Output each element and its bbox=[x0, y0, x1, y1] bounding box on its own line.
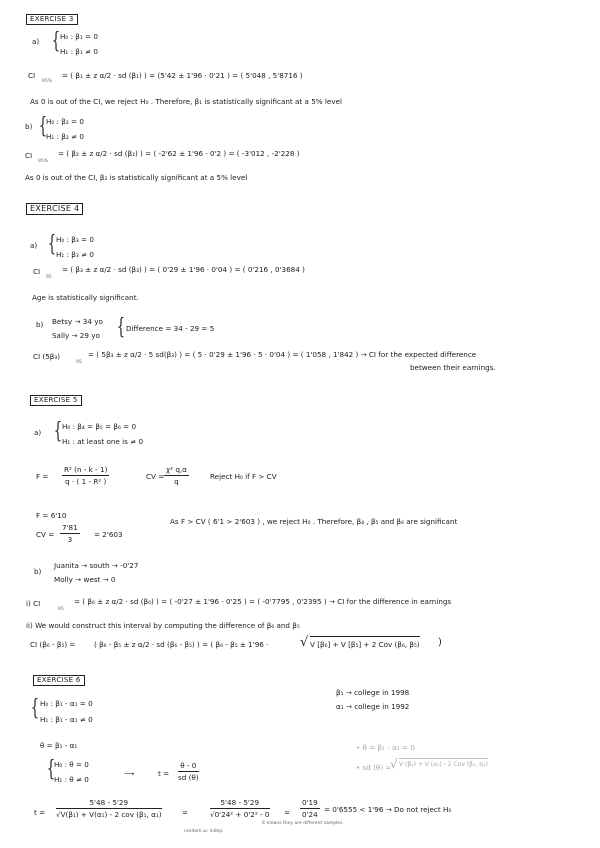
ex6-h0: H₀ : β₁ - α₁ = 0 bbox=[40, 699, 93, 708]
ex5-cv-lhs: CV = bbox=[146, 472, 165, 481]
ex5-conclusion: As F > CV ( 6'1 > 2'603 ) , we reject H₀ . Therefore, β₄ , β₅ and β₆ are significant bbox=[170, 517, 458, 526]
ex5-f-fraction bbox=[62, 466, 109, 485]
ex3-b-conclusion: As 0 is out of the CI, β₂ is statistically significant at a 5% level bbox=[25, 173, 248, 182]
exercise-4-title: EXERCISE 4 bbox=[26, 203, 83, 215]
ex6-side-2: • sd (θ) = bbox=[356, 763, 392, 772]
ex6-t-mid-denominator: √0'24² + 0'2² - 0 bbox=[210, 810, 270, 820]
ex6-h0b: H₀ : θ = 0 bbox=[54, 760, 89, 769]
ex5-bii-text: ii) We would construct this interval by computing the difference of β₆ and β₅ bbox=[26, 621, 300, 630]
equals-icon: = bbox=[182, 808, 189, 817]
sqrt-icon: √ bbox=[300, 635, 309, 650]
ex3-a-ci-lhs: CI bbox=[28, 71, 36, 80]
ex6-t-fraction-3 bbox=[210, 799, 270, 818]
ex4-b-ci-sub: 95 bbox=[76, 360, 82, 365]
ex5-bii-ci: ( β₆ - β₅ ± z α/2 · sd (β₆ - β₅) ) = ( β₆ - β₅ ± 1'96 · bbox=[94, 640, 269, 649]
ex3-b-ci-lhs: CI bbox=[25, 151, 33, 160]
ex6-t-denominator-2: √V(β₁) + V(α₁) - 2 cov (β₁, α₁) bbox=[56, 810, 162, 820]
ex6-t-lhs-2: t = bbox=[34, 808, 46, 817]
sqrt-icon: √ bbox=[390, 757, 398, 771]
ex5-a-h0: H₀ : β₄ = β₅ = β₆ = 0 bbox=[62, 422, 137, 431]
brace-icon: { bbox=[30, 696, 40, 721]
ex4-a-ci-lhs: CI bbox=[33, 267, 41, 276]
brace-icon: { bbox=[116, 315, 126, 340]
ex4-b-label: b) bbox=[36, 320, 44, 329]
ex6-h1: H₁ : β₁ - α₁ ≠ 0 bbox=[40, 715, 93, 724]
ex4-b-ci: = ( 5β₃ ± z α/2 · 5 sd(β₃) ) = ( 5 · 0'29 ± 1'96 · 5 · 0'04 ) = ( 1'058 , 1'842 ) → CI for the expected difference bbox=[88, 350, 477, 359]
ex5-bii-close: ) bbox=[438, 637, 442, 648]
ex6-t-fraction-2 bbox=[56, 799, 162, 818]
ex5-cv-fraction bbox=[164, 466, 189, 485]
ex4-b-difference: Difference = 34 - 29 = 5 bbox=[126, 324, 215, 333]
ex5-f-denominator: q · ( 1 - R² ) bbox=[65, 477, 107, 487]
ex3-a-h1: H₁ : β₁ ≠ 0 bbox=[60, 47, 98, 56]
ex5-cv-denominator-2: 3 bbox=[67, 535, 73, 545]
ex6-t-mid-denominator-text: 0'24² + 0'2² - 0 bbox=[214, 810, 270, 820]
ex6-h1b: H₁ : θ ≠ 0 bbox=[54, 775, 89, 784]
ex5-bii-sqrt: V [β₆] + V [β₅] + 2 Cov (β₆, β₅) bbox=[310, 636, 420, 648]
ex6-t-mid-numerator: 5'48 - 5'29 bbox=[210, 799, 270, 809]
ex3-b-ci: = ( β₂ ± z α/2 · sd (β₂) ) = ( -2'62 ± 1'96 · 0'2 ) = ( -3'012 , -2'228 ) bbox=[58, 149, 300, 158]
ex6-t-fraction-4 bbox=[300, 799, 320, 818]
ex6-t-numerator: θ - 0 bbox=[178, 762, 199, 772]
exercise-3-title: EXERCISE 3 bbox=[26, 14, 78, 25]
ex5-a-h1: H₁ : at least one is ≠ 0 bbox=[62, 437, 144, 446]
ex4-a-h0: H₀ : β₃ = 0 bbox=[56, 235, 94, 244]
ex5-cv-lhs-2: CV = bbox=[36, 530, 55, 539]
ex6-t-result-numerator: 0'19 bbox=[300, 799, 320, 809]
ex6-t-result-denominator: 0'24 bbox=[302, 810, 318, 820]
ex4-b-ci-continuation: between their earnings. bbox=[410, 363, 496, 372]
ex5-cv-fraction-2 bbox=[60, 524, 80, 543]
ex5-f-lhs: F = bbox=[36, 472, 49, 481]
ex5-bi-sub: 95 bbox=[58, 607, 64, 612]
exercise-6-title: EXERCISE 6 bbox=[33, 675, 85, 686]
ex3-a-label: a) bbox=[32, 37, 40, 46]
brace-icon: { bbox=[46, 757, 56, 782]
ex6-footnote-1: random ω: indep. bbox=[184, 829, 224, 834]
ex5-a-label: a) bbox=[34, 428, 42, 437]
ex5-f-numerator: R² (n - k - 1) bbox=[62, 466, 109, 476]
ex5-bi-ci: = ( β₆ ± z α/2 · sd (β₆) ) = ( -0'27 ± 1'96 · 0'25 ) = ( -0'7795 , 0'2395 ) → CI for the difference in earnings bbox=[74, 597, 452, 606]
ex5-cv-numerator-2: 7'81 bbox=[60, 524, 80, 534]
ex5-bi-label: i) CI bbox=[26, 599, 41, 608]
ex6-note-1: β₁ → college in 1998 bbox=[336, 688, 410, 697]
ex3-a-h0: H₀ : β₁ = 0 bbox=[60, 32, 98, 41]
ex5-cv-denominator: q bbox=[174, 477, 179, 487]
ex4-b-ci-lhs: CI (5β₃) bbox=[33, 352, 61, 361]
ex4-b-betsy: Betsy → 34 yo bbox=[52, 317, 103, 326]
arrow-icon: ⟶ bbox=[124, 769, 135, 778]
ex5-b-molly: Molly → west → 0 bbox=[54, 575, 116, 584]
ex6-theta-def: θ = β₁ - α₁ bbox=[40, 741, 78, 750]
ex6-t-fraction bbox=[178, 762, 199, 781]
ex3-b-h1: H₁ : β₂ ≠ 0 bbox=[46, 132, 84, 141]
ex4-a-label: a) bbox=[30, 241, 38, 250]
ex5-bii-ci-lhs: CI (β₆ - β₅) = bbox=[30, 640, 76, 649]
ex3-a-conclusion: As 0 is out of the CI, we reject H₀ . Therefore, β₁ is statistically significant at a 5% level bbox=[30, 97, 342, 106]
brace-icon: { bbox=[47, 232, 57, 257]
ex3-a-ci-sub: 95% bbox=[42, 79, 53, 84]
ex5-f-value: F = 6'10 bbox=[36, 511, 67, 520]
ex4-a-conclusion: Age is statistically significant. bbox=[32, 293, 139, 302]
ex5-cv-numerator: χ² q,α bbox=[164, 466, 189, 476]
brace-icon: { bbox=[53, 419, 63, 444]
ex6-side-2-sqrt: V (β₁) + V (α₁) - 2 Cov (β₁, α₁) bbox=[399, 758, 488, 768]
ex4-b-sally: Sally → 29 yo bbox=[52, 331, 100, 340]
ex4-a-ci: = ( β₃ ± z α/2 · sd (β₃) ) = ( 0'29 ± 1'96 · 0'04 ) = ( 0'216 , 0'3684 ) bbox=[62, 265, 305, 274]
ex3-b-ci-sub: 95% bbox=[38, 159, 49, 164]
ex3-b-label: b) bbox=[25, 122, 33, 131]
ex6-t-conclusion: = 0'6555 < 1'96 → Do not reject H₀ bbox=[324, 805, 452, 814]
ex6-t-numerator-2: 5'48 - 5'29 bbox=[56, 799, 162, 809]
ex5-reject-rule: Reject H₀ if F > CV bbox=[210, 472, 277, 481]
brace-icon: { bbox=[38, 114, 48, 139]
ex5-b-label: b) bbox=[34, 567, 42, 576]
ex6-t-denominator: sd (θ) bbox=[178, 773, 199, 783]
ex4-a-h1: H₁ : β₃ ≠ 0 bbox=[56, 250, 94, 259]
ex6-t-lhs: t = bbox=[158, 769, 170, 778]
ex3-a-ci: = ( β₁ ± z α/2 · sd (β₁) ) = (5'42 ± 1'96 · 0'21 ) = ( 5'048 , 5'8716 ) bbox=[62, 71, 303, 80]
equals-icon: = bbox=[284, 808, 291, 817]
ex3-b-h0: H₀ : β₂ = 0 bbox=[46, 117, 84, 126]
brace-icon: { bbox=[51, 29, 61, 54]
exercise-5-title: EXERCISE 5 bbox=[30, 395, 82, 406]
ex4-a-ci-sub: 95 bbox=[46, 275, 52, 280]
ex5-b-juanita: Juanita → south → -0'27 bbox=[54, 561, 139, 570]
ex5-cv-result: = 2'603 bbox=[94, 530, 123, 539]
ex6-note-2: α₁ → college in 1992 bbox=[336, 702, 410, 711]
ex6-t-denominator-2-text: V(β₁) + V(α₁) - 2 cov (β₁, α₁) bbox=[60, 810, 162, 820]
ex6-footnote-2: it means they are different samples bbox=[262, 821, 343, 826]
ex6-side-1: • θ = β₁ - α₁ = 0 bbox=[356, 743, 415, 752]
